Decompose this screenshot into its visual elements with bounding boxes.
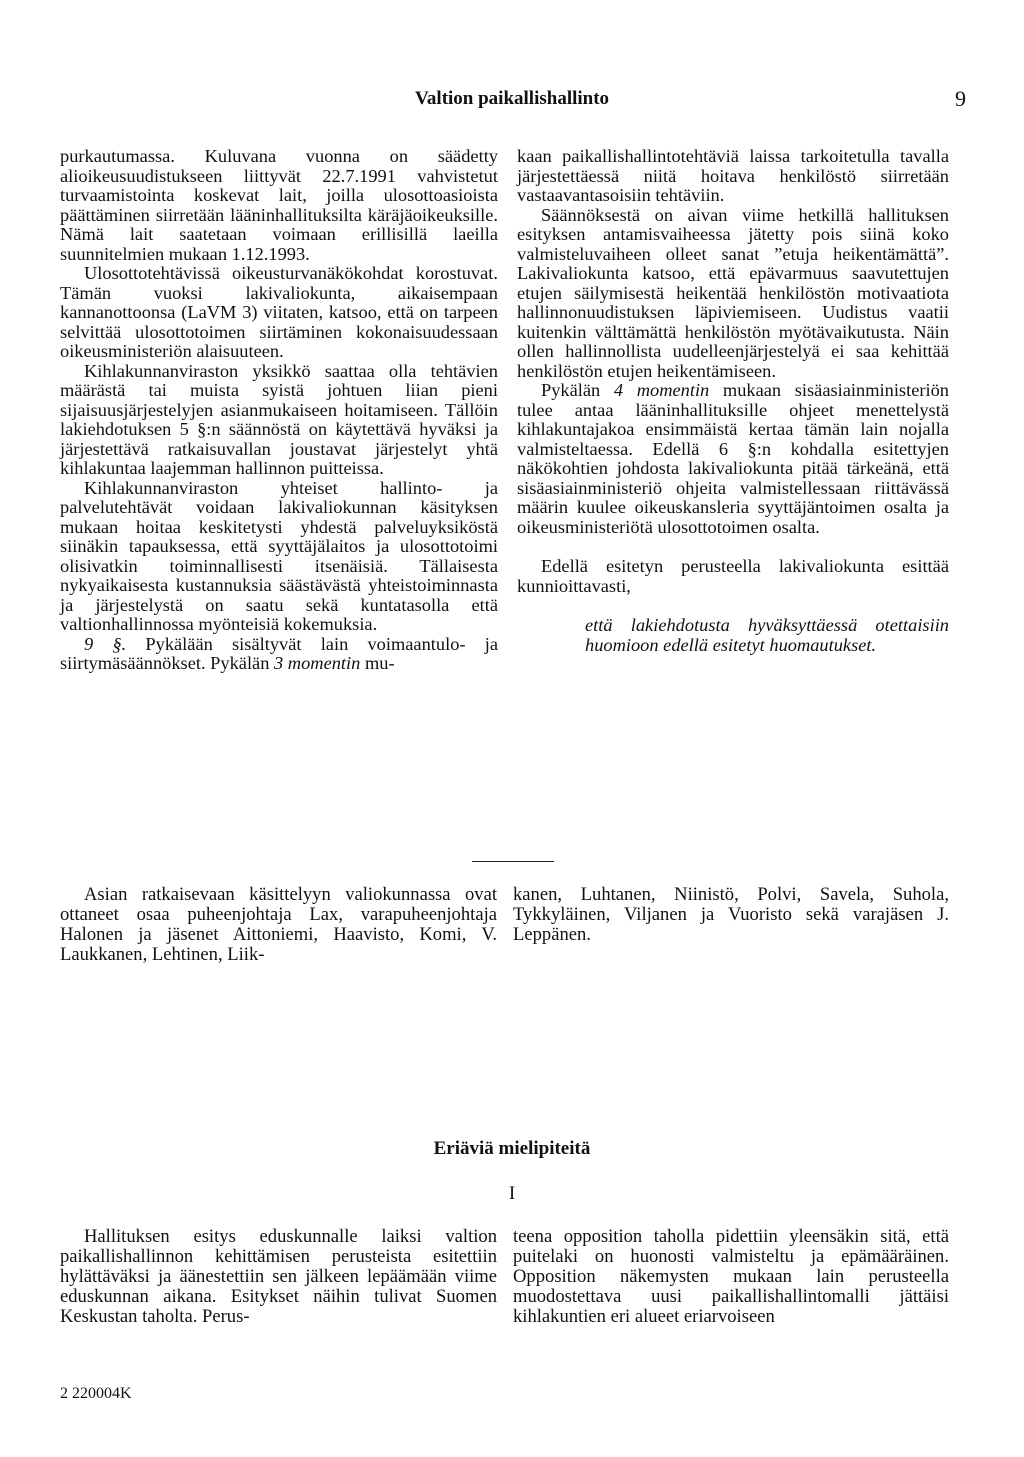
page-number: 9 — [955, 86, 966, 111]
paragraph: Kihlakunnanviraston yhteiset hallinto- ja palvelutehtävät voidaan lakivaliokunnan käsityksen mukaan hoitaa keskitetysti yhdestä palveluyksiköstä siinäkin tapauksessa, että syyttäjälaitos ja ulosottotoimi olisivatkin toiminnallisesti itsenäisiä. Tällaisesta nykyaikaisesta kustannuksia säästävästä yhteistoiminnasta ja järjestelystä on saatu sekä kuntatasolla että valtionhallinnossa myönteisiä kokemuksia. — [60, 477, 498, 634]
dissent-right — [513, 1227, 949, 1327]
paragraph-text: mukaan sisäasiainministeriön tulee antaa lääninhallituksille ohjeet menettelystä kihlakuntajakoa ensimmäistä kertaa tämän lain nojalla valmisteltaessa. Edellä 6 §:n kohdalla esitettyjen näkökohtien johdosta lakivaliokunta pitää tärkeänä, että sisäasiainministeriö ohjeita valmistellessaan riittävässä määrin kuulee oikeuskansleria syyttäjäntoimen osalta ja oikeusministeriötä ulosottotoimen osalta. — [517, 380, 949, 537]
paragraph: Edellä esitetyn perusteella lakivaliokunta esittää kunnioittavasti, — [517, 556, 949, 596]
paragraph-text: Pykälän — [541, 380, 614, 400]
paragraph: teena opposition taholla pidettiin yleensäkin sitä, että puitelaki on huonosti valmisteltu ja epämääräinen. Opposition näkemysten mukaan lain perusteella muodostettava uusi paikallishallintomalli jättäisi kihlakuntien eri alueet eriarvoiseen — [513, 1226, 949, 1327]
print-code: 2 220004K — [60, 1385, 132, 1402]
paragraph: Kihlakunnanviraston yksikkö saattaa olla tehtävien määrästä tai muista syistä johtuen liian pieni sijaisuusjärjestelyjen asianmukaiseen hoitamiseen. Tällöin lakiehdotuksen 5 §:n säännöstä on käytettävä hyväksi ja järjestettävä ratkaisuvallan joustavat järjestelyt yhtä kihlakuntaa laajemman hallinnon puitteissa. — [60, 360, 498, 478]
section-reference: 9 §. — [84, 633, 127, 654]
paragraph: Säännöksestä on aivan viime hetkillä hallituksen esityksen antamisvaiheessa jätetty pois siinä koko valmisteluvaiheen olleet sanat ”etuja heikentämättä”. Lakivaliokunta katsoo, että epävarmuus saavutettujen etujen säilymisestä heikentää henkilöstön motivaatiota hallinnonuudistuksen läpiviemiseen. Uudistus vaatii kuitenkin välttämättä henkilöstön myötävaikutusta. Näin ollen hallinnollista uudelleenjärjestelyä ei saa kehittää henkilöstön etujen heikentämiseen. — [517, 204, 949, 381]
paragraph: Asian ratkaisevaan käsittelyyn valiokunnassa ovat ottaneet osaa puheenjohtaja Lax, varapuheenjohtaja Halonen ja jäsenet Aittoniemi, Haavisto, Komi, V. Laukkanen, Lehtinen, Liik- — [60, 884, 497, 965]
left-column — [60, 147, 498, 674]
dissent-left — [60, 1227, 497, 1327]
running-header: Valtion paikallishallinto — [414, 88, 610, 109]
section-number: I — [508, 1183, 516, 1204]
italic-reference: 3 momentin — [274, 653, 361, 673]
italic-reference: 4 momentin — [613, 380, 710, 400]
separator-rule — [472, 861, 554, 862]
paragraph: kaan paikallishallintotehtäviä laissa tarkoitetulla tavalla järjestettäessä niitä hoitava henkilöstö siirretään vastaavantasoisiin tehtäviin. — [517, 146, 949, 205]
conclusion-quote: että lakiehdotusta hyväksyttäessä otettaisiin huomioon edellä esitetyt huomautukset. — [585, 615, 949, 655]
paragraph: kanen, Luhtanen, Niinistö, Polvi, Savela, Suhola, Tykkyläinen, Viljanen ja Vuoristo sekä varajäsen J. Leppänen. — [513, 884, 949, 945]
paragraph: purkautumassa. Kuluvana vuonna on säädetty alioikeusuudistukseen liittyvät 22.7.1991 vahvistetut turvaamistointa koskevat lait, joilla ulosottoasioista päättäminen siirretään lääninhallituksilta käräjäoikeuksille. Nämä lait saatetaan voimaan erillisillä laeilla suunnitelmien mukaan 1.12.1993. — [60, 146, 498, 264]
section-title: Eriäviä mielipiteitä — [433, 1138, 591, 1159]
paragraph-text: mu- — [360, 653, 395, 673]
paragraph-text: Pykälään sisältyvät lain voimaantulo- ja siirtymäsäännökset. Pykälän — [60, 633, 498, 673]
right-column — [517, 147, 949, 655]
paragraph: Hallituksen esitys eduskunnalle laiksi valtion paikallishallinnon kehittämisen perusteista esitettiin hylättäväksi ja äänestettiin sen jälkeen lepäämään viime eduskunnan aikana. Esitykset näihin tulivat Suomen Keskustan taholta. Perus- — [60, 1226, 497, 1327]
paragraph — [60, 635, 498, 674]
paragraph — [517, 381, 949, 537]
paragraph: Ulosottotehtävissä oikeusturvanäkökohdat korostuvat. Tämän vuoksi lakivaliokunta, aikaisempaan kannanottoonsa (LaVM 3) viitaten, katsoo, että on tarpeen selvittää ulosottotoimen siirtäminen kokonaisuudessaan oikeusministeriön alaisuuteen. — [60, 263, 498, 361]
participants-left — [60, 885, 497, 965]
participants-right — [513, 885, 949, 945]
